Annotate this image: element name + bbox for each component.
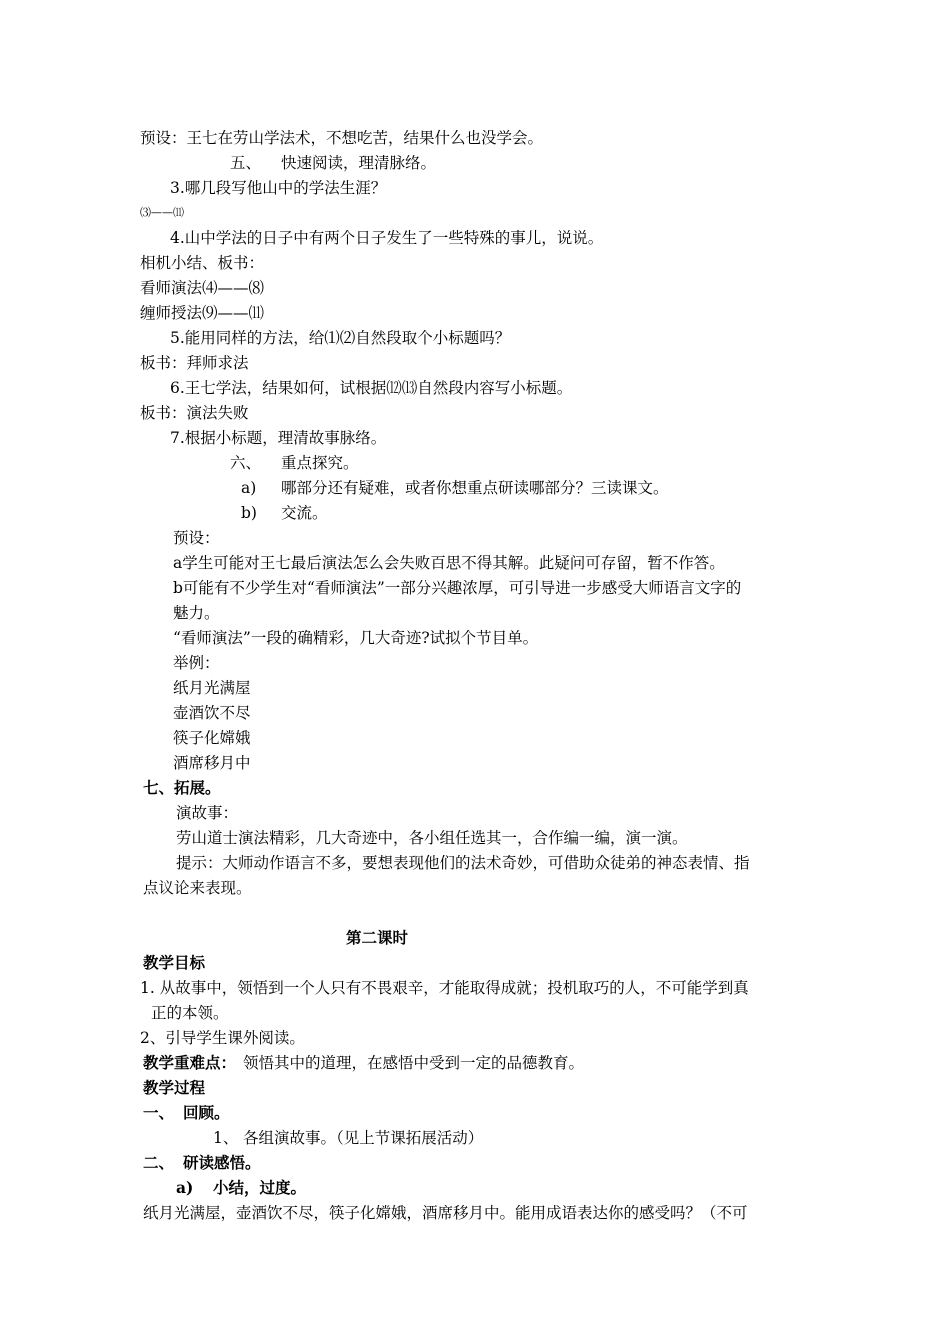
section-seven-heading: 七、拓展。 [143,778,221,797]
preset-a: a学生可能对王七最后演法怎么会失败百思不得其解。此疑问可存留，暂不作答。 [173,554,725,572]
goal-2: 2、引导学生课外阅读。 [140,1029,305,1047]
key-points-text: 领悟其中的道理，在感悟中受到一定的品德教育。 [243,1054,585,1072]
item-a-label: a) [241,479,257,497]
question-5: 5.能用同样的方法，给⑴⑵自然段取个小标题吗？ [170,329,511,347]
goal-1: 1. 从故事中，领悟到一个人只有不畏艰辛，才能取得成就；投机取巧的人，不可能学到真 [140,979,749,997]
paragraph-range-3-11: ⑶——⑾ [140,206,184,219]
question-3: 3.哪几段写他山中的学法生涯？ [170,179,387,197]
step-one-title: 回顾。 [183,1103,230,1122]
teaching-goals-heading: 教学目标 [143,953,206,972]
program-item-4: 酒席移月中 [173,754,251,772]
section-six-title: 重点探究。 [281,454,359,472]
step-one-item-number: 1、 [213,1129,239,1147]
step-one-number: 一、 [143,1103,175,1122]
program-item-2: 壶酒饮不尽 [173,704,251,722]
preset-label: 预设： [173,529,220,547]
preset-b-continued: 魅力。 [173,604,220,622]
step-two-item-label: a) [176,1178,194,1197]
board-note-1: 板书：拜师求法 [140,354,249,372]
program-item-3: 筷子化嫦娥 [173,729,251,747]
board-item-watch: 看师演法⑷——⑻ [140,279,265,297]
program-prompt: “看师演法”一段的确精彩，几大奇迹?试拟个节目单。 [173,629,539,647]
goal-1-continued: 正的本领。 [151,1004,229,1022]
key-points-label: 教学重难点： [143,1053,237,1072]
lesson-two-title: 第二课时 [346,928,409,947]
board-note-2: 板书：演法失败 [140,404,249,422]
section-five-number: 五、 [230,154,262,172]
example-label: 举例： [173,654,220,672]
summary-label: 相机小结、板书： [140,254,265,272]
preset-line: 预设：王七在劳山学法术，不想吃苦，结果什么也没学会。 [140,129,544,147]
closing-line: 纸月光满屋，壶酒饮不尽，筷子化嫦娥，酒席移月中。能用成语表达你的感受吗？（不可 [143,1204,748,1222]
step-two-number: 二、 [143,1153,175,1172]
program-item-1: 纸月光满屋 [173,679,251,697]
section-six-number: 六、 [230,454,262,472]
act-story-text: 劳山道士演法精彩，几大奇迹中，各小组任选其一，合作编一编，演一演。 [176,829,688,847]
act-story-label: 演故事： [176,804,239,822]
preset-b: b可能有不少学生对“看师演法”一部分兴趣浓厚，可引导进一步感受大师语言文字的 [173,579,742,597]
question-6: 6.王七学法，结果如何，试根据⑿⒀自然段内容写小标题。 [170,379,573,397]
question-7: 7.根据小标题，理清故事脉络。 [170,429,387,447]
step-two-item-text: 小结，过度。 [213,1178,307,1197]
step-two-title: 研读感悟。 [183,1153,261,1172]
item-b-label: b) [241,504,257,522]
item-a-text: 哪部分还有疑难，或者你想重点研读哪部分？三读课文。 [281,479,669,497]
section-five-title: 快速阅读，理清脉络。 [281,154,437,172]
board-item-pester: 缠师授法⑼——⑾ [140,304,265,322]
hint-line-continued: 点议论来表现。 [143,879,252,897]
step-one-item-text: 各组演故事。（见上节课拓展活动） [243,1129,484,1147]
item-b-text: 交流。 [281,504,328,522]
question-4: 4.山中学法的日子中有两个日子发生了一些特殊的事儿，说说。 [170,229,604,247]
hint-line: 提示：大师动作语言不多，要想表现他们的法术奇妙，可借助众徒弟的神态表情、指 [176,854,750,872]
teaching-process-heading: 教学过程 [143,1078,206,1097]
